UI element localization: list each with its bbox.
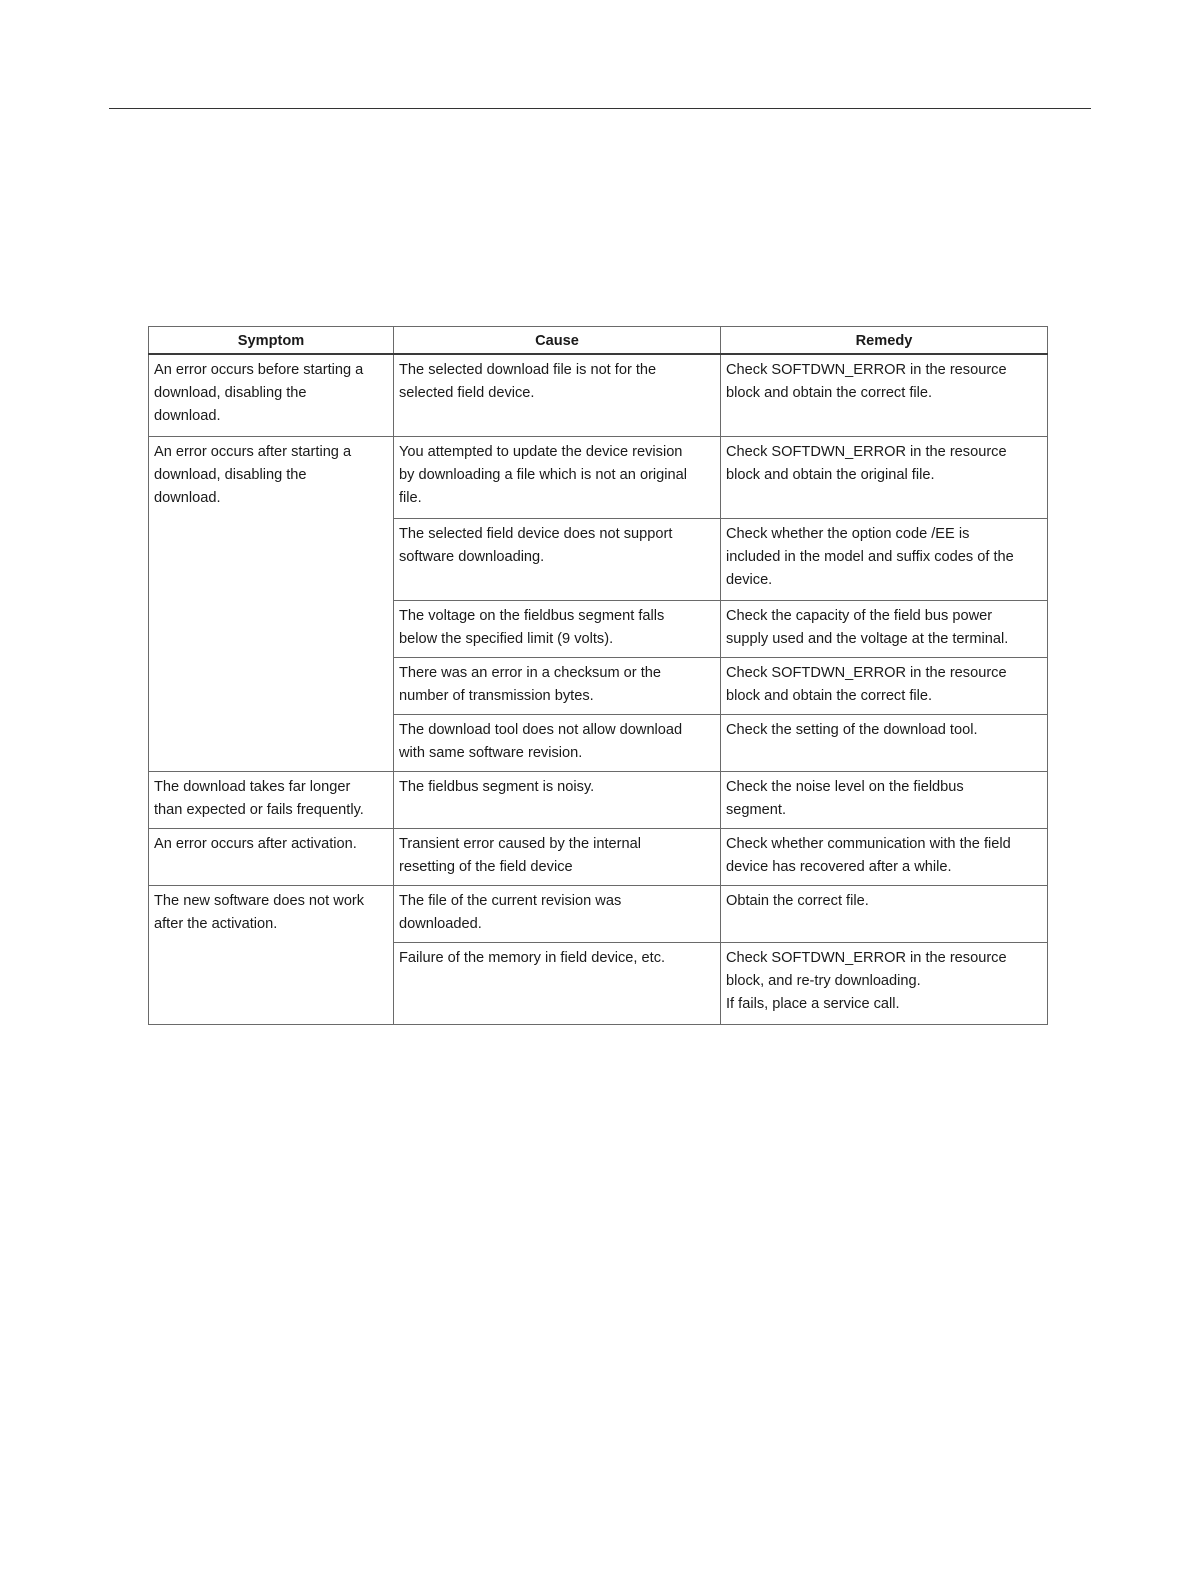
remedy-text: block and obtain the correct file. (726, 385, 933, 401)
cause-text: resetting of the field device (399, 859, 573, 875)
table-row (149, 354, 1048, 437)
remedy-text: Check whether the option code /EE is (726, 526, 970, 542)
symptom-cell (149, 437, 394, 772)
remedy-text: Check SOFTDWN_ERROR in the resource (726, 444, 1007, 460)
cause-text: The fieldbus segment is noisy. (399, 779, 595, 795)
remedy-cell (721, 943, 1048, 1025)
remedy-text: block and obtain the correct file. (726, 688, 933, 704)
symptom-text: than expected or fails frequently. (154, 802, 364, 818)
cause-cell (394, 772, 721, 829)
cause-cell (394, 354, 721, 437)
cause-text: with same software revision. (399, 745, 583, 761)
cause-text: selected field device. (399, 385, 535, 401)
symptom-text: The download takes far longer (154, 779, 351, 795)
header-remedy: Remedy (721, 327, 1048, 355)
remedy-cell (721, 354, 1048, 437)
symptom-text: An error occurs after activation. (154, 836, 357, 852)
remedy-text: supply used and the voltage at the terminal. (726, 631, 1009, 647)
remedy-text: device. (726, 572, 773, 588)
symptom-text: download. (154, 408, 221, 424)
cause-text: The voltage on the fieldbus segment falls (399, 608, 665, 624)
remedy-cell (721, 886, 1048, 943)
remedy-text: Check the capacity of the field bus power (726, 608, 993, 624)
table-row (149, 829, 1048, 886)
symptom-text: after the activation. (154, 916, 278, 932)
remedy-cell (721, 715, 1048, 772)
symptom-cell (149, 772, 394, 829)
remedy-text: block and obtain the original file. (726, 467, 935, 483)
cause-text: Transient error caused by the internal (399, 836, 642, 852)
cause-text: file. (399, 490, 422, 506)
cause-text: below the specified limit (9 volts). (399, 631, 614, 647)
troubleshooting-table (148, 326, 1048, 1025)
symptom-text: An error occurs after starting a (154, 444, 352, 460)
cause-text: You attempted to update the device revision (399, 444, 683, 460)
remedy-cell (721, 772, 1048, 829)
remedy-text: Obtain the correct file. (726, 893, 869, 909)
remedy-text: Check SOFTDWN_ERROR in the resource (726, 362, 1007, 378)
cause-text: The download tool does not allow download (399, 722, 683, 738)
cause-cell (394, 943, 721, 1025)
cause-text: The selected field device does not support (399, 526, 673, 542)
cause-text: The selected download file is not for the (399, 362, 657, 378)
cause-text: by downloading a file which is not an original (399, 467, 687, 483)
cause-text: There was an error in a checksum or the (399, 665, 661, 681)
remedy-text: Check SOFTDWN_ERROR in the resource (726, 950, 1007, 966)
remedy-cell (721, 658, 1048, 715)
cause-cell (394, 715, 721, 772)
remedy-cell (721, 829, 1048, 886)
symptom-cell (149, 829, 394, 886)
remedy-text: Check the noise level on the fieldbus (726, 779, 964, 795)
table-row (149, 772, 1048, 829)
remedy-cell (721, 519, 1048, 601)
cause-cell (394, 437, 721, 519)
remedy-text: If fails, place a service call. (726, 996, 900, 1012)
cause-cell (394, 658, 721, 715)
cause-text: software downloading. (399, 549, 545, 565)
cause-text: number of transmission bytes. (399, 688, 594, 704)
remedy-text: Check the setting of the download tool. (726, 722, 978, 738)
table-row (149, 437, 1048, 519)
symptom-text: download, disabling the (154, 385, 307, 401)
symptom-cell (149, 354, 394, 437)
remedy-cell (721, 601, 1048, 658)
cause-text: Failure of the memory in field device, etc. (399, 950, 666, 966)
remedy-text: Check SOFTDWN_ERROR in the resource (726, 665, 1007, 681)
cause-text: downloaded. (399, 916, 482, 932)
remedy-text: block, and re-try downloading. (726, 973, 921, 989)
symptom-text: An error occurs before starting a (154, 362, 364, 378)
remedy-text: included in the model and suffix codes of the (726, 549, 1014, 565)
remedy-text: Check whether communication with the field (726, 836, 1011, 852)
remedy-cell (721, 437, 1048, 519)
remedy-text: segment. (726, 802, 787, 818)
header-rule (109, 108, 1091, 109)
table-row (149, 886, 1048, 943)
cause-cell (394, 829, 721, 886)
cause-cell (394, 886, 721, 943)
cause-text: The file of the current revision was (399, 893, 622, 909)
header-cause: Cause (394, 327, 721, 355)
symptom-cell (149, 886, 394, 1025)
table-header-row (149, 327, 1048, 355)
header-symptom: Symptom (149, 327, 394, 355)
remedy-text: device has recovered after a while. (726, 859, 952, 875)
cause-cell (394, 601, 721, 658)
symptom-text: download, disabling the (154, 467, 307, 483)
symptom-text: The new software does not work (154, 893, 365, 909)
symptom-text: download. (154, 490, 221, 506)
cause-cell (394, 519, 721, 601)
